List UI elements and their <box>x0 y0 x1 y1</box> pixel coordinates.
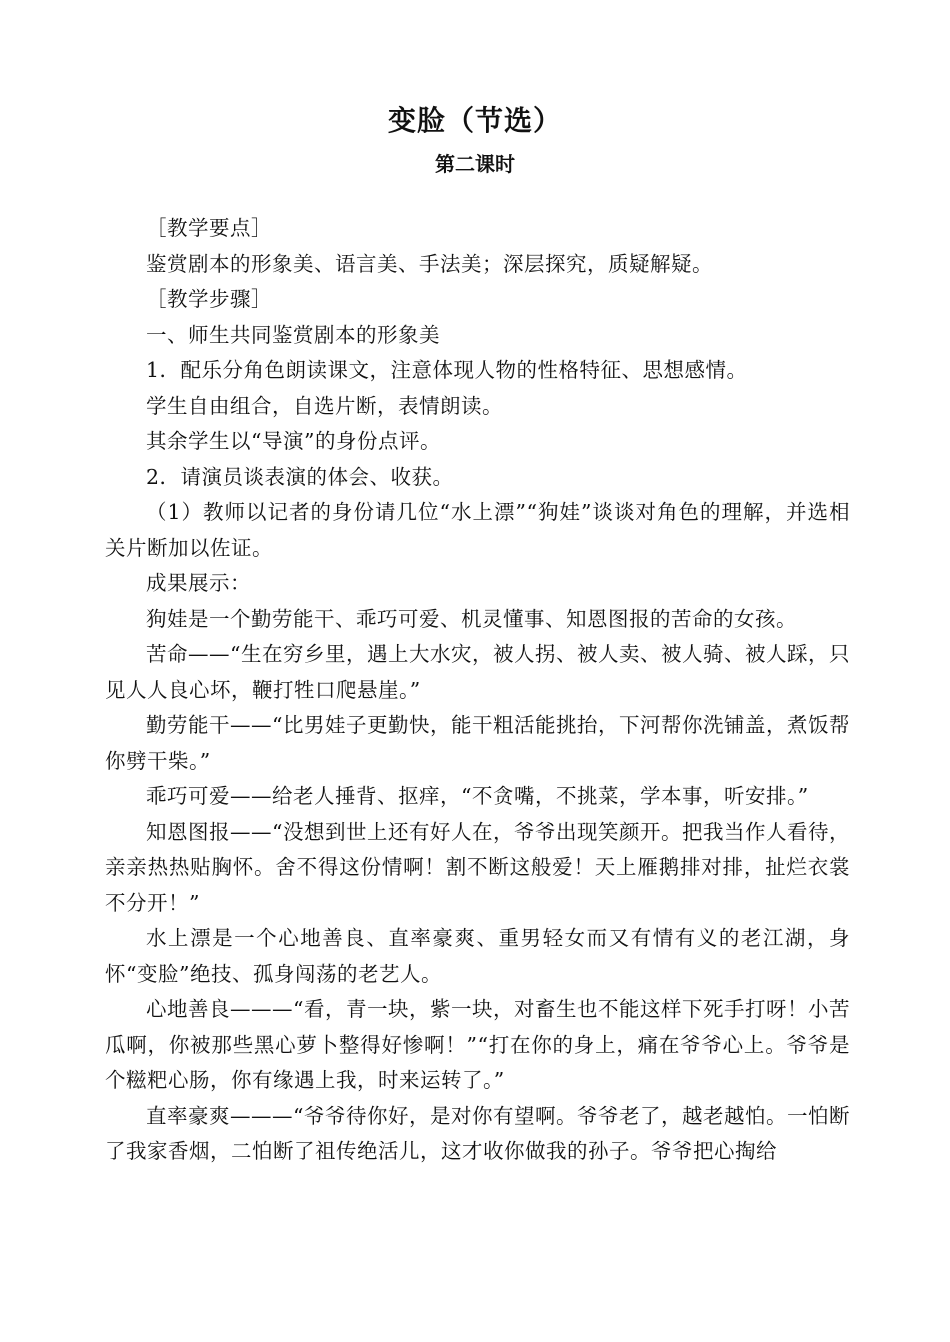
paragraph: 乖巧可爱——给老人捶背、抠痒，“不贪嘴，不挑菜，学本事，听安排。” <box>146 784 809 808</box>
paragraph: 狗娃是一个勤劳能干、乖巧可爱、机灵懂事、知恩图报的苦命的女孩。 <box>146 606 797 631</box>
paragraph: ［教学步骤］ <box>146 287 272 311</box>
paragraph: 水上漂是一个心地善良、直率豪爽、重男轻女而又有情有义的老江湖，身怀“变脸”绝技、孤身闯荡的老艺人。 <box>105 926 850 986</box>
paragraph: 2．请演员谈表演的体会、收获。 <box>146 464 454 489</box>
paragraph: 1．配乐分角色朗读课文，注意体现人物的性格特征、思想感情。 <box>146 358 748 382</box>
paragraph: 一、师生共同鉴赏剧本的形象美 <box>146 322 440 347</box>
document-body <box>105 211 850 1170</box>
paragraph: 直率豪爽———“爷爷待你好，是对你有望啊。爷爷老了，越老越怕。一怕断了我家香烟，二怕断了祖传绝活儿，这才收你做我的孙子。爷爷把心掏给 <box>105 1103 850 1163</box>
document-title: 变脸（节选） <box>387 104 562 137</box>
paragraph: 学生自由组合，自选片断，表情朗读。 <box>146 393 503 418</box>
paragraph: 勤劳能干——“比男娃子更勤快，能干粗活能挑抬，下河帮你洗铺盖，煮饭帮你劈干柴。” <box>105 713 850 773</box>
paragraph: 鉴赏剧本的形象美、语言美、手法美；深层探究，质疑解疑。 <box>146 251 713 276</box>
paragraph: 苦命——“生在穷乡里，遇上大水灾，被人拐、被人卖、被人骑、被人踩，只见人人良心坏，鞭打牲口爬悬崖。” <box>105 642 850 702</box>
paragraph: ［教学要点］ <box>146 216 272 240</box>
paragraph: （1）教师以记者的身份请几位“水上漂”“狗娃”谈谈对角色的理解，并选相关片断加以佐证。 <box>105 500 850 560</box>
paragraph: 其余学生以“导演”的身份点评。 <box>146 429 441 453</box>
paragraph: 心地善良———“看，青一块，紫一块，对畜生也不能这样下死手打呀！小苦瓜啊，你被那些黑心萝卜整得好惨啊！”“打在你的身上，痛在爷爷心上。爷爷是个糍粑心肠，你有缘遇上我，时来运转了。” <box>105 997 850 1092</box>
paragraph: 成果展示： <box>146 571 251 595</box>
paragraph: 知恩图报——“没想到世上还有好人在，爷爷出现笑颜开。把我当作人看待，亲亲热热贴胸怀。舍不得这份情啊！割不断这般爱！天上雁鹅排对排，扯烂衣裳不分开！” <box>105 819 850 915</box>
document-subtitle: 第二课时 <box>435 152 515 176</box>
